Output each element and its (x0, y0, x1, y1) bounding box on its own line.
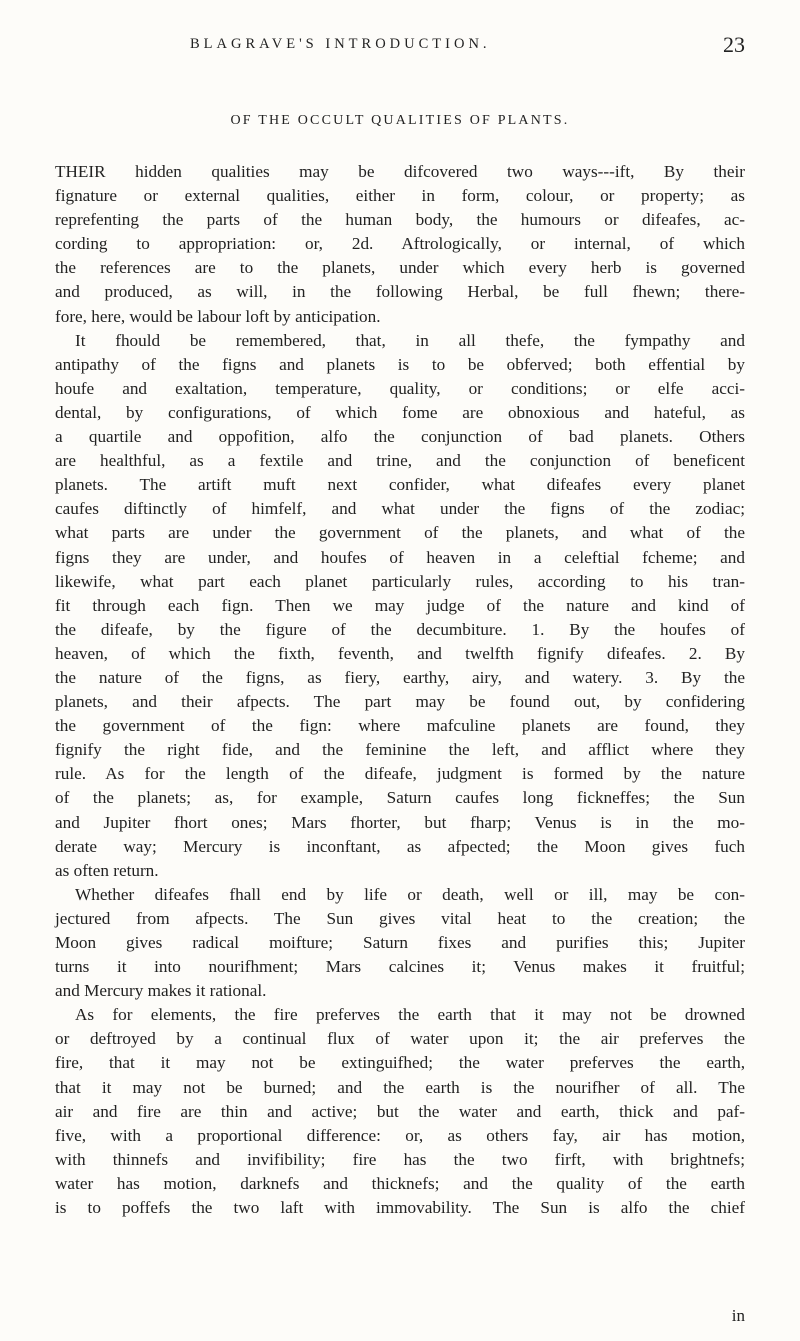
text-line: dental, by configurations, of which fome are obnoxious and hateful, as (55, 402, 745, 422)
text-line: planets. The artift muft next confider, what difeafes every planet (55, 475, 745, 495)
text-line: fore, here, would be labour loft by anticipation. (55, 306, 381, 326)
text-line: of the planets; as, for example, Saturn caufes long fickneffes; the Sun (55, 788, 745, 808)
text-line: five, with a proportional difference: or, as others fay, air has motion, (55, 1125, 745, 1145)
text-line: water has motion, darknefs and thicknefs; and the quality of the earth (55, 1173, 745, 1193)
text-line: Moon gives radical moifture; Saturn fixes and purifies this; Jupiter (55, 933, 745, 952)
text-line: the references are to the planets, under which every herb is governed (55, 258, 745, 278)
text-line: heaven, of which the fixth, feventh, and twelfth fignify difeafes. 2. By (55, 643, 745, 663)
text-line: and produced, as will, in the following Herbal, be full fhewn; there- (55, 282, 745, 302)
text-line: fignature or external qualities, either in form, colour, or property; as (55, 186, 745, 206)
text-line: air and fire are thin and active; but the water and earth, thick and paf- (55, 1101, 745, 1121)
text-line: turns it into nourifhment; Mars calcines it; Venus makes it fruitful; (55, 957, 745, 977)
text-line: what parts are under the government of the planets, and what of the (55, 523, 745, 543)
text-line: the difeafe, by the figure of the decumbiture. 1. By the houfes of (55, 619, 745, 639)
text-line: planets, and their afpects. The part may be found out, by confidering (55, 692, 745, 712)
text-line: and Jupiter fhort ones; Mars fhorter, but fharp; Venus is in the mo- (55, 812, 745, 832)
text-line: are healthful, as a fextile and trine, and the conjunction of beneficent (55, 451, 745, 471)
text-line: and Mercury makes it rational. (55, 981, 267, 1001)
text-line: caufes diftinctly of himfelf, and what under the figns of the zodiac; (55, 499, 745, 519)
text-line: THEIR hidden qualities may be difcovered two ways---ift, By their (55, 162, 745, 181)
text-line: or deftroyed by a continual flux of water upon it; the air preferves the (55, 1029, 745, 1049)
running-head (55, 32, 745, 58)
body-text (55, 160, 745, 1220)
text-line: the nature of the figns, as fiery, earthy, airy, and watery. 3. By the (55, 667, 745, 687)
text-line: as often return. (55, 860, 159, 880)
running-title: BLAGRAVE'S INTRODUCTION. (190, 36, 491, 52)
text-line: fit through each fign. Then we may judge of the nature and kind of (55, 595, 745, 615)
text-line: likewife, what part each planet particularly rules, according to his tran- (55, 571, 745, 591)
text-line: figns they are under, and houfes of heaven in a celeftial fcheme; and (55, 547, 745, 567)
section-title: OF THE OCCULT QUALITIES OF PLANTS. (230, 113, 570, 128)
text-line: that it may not be burned; and the earth is the nourifher of all. The (55, 1077, 745, 1097)
text-line: houfe and exaltation, temperature, quality, or conditions; or elfe acci- (55, 378, 745, 398)
text-line: the government of the fign: where mafculine planets are found, they (55, 716, 745, 736)
text-line: It fhould be remembered, that, in all thefe, the fympathy and (75, 330, 745, 350)
text-line: a quartile and oppofition, alfo the conjunction of bad planets. Others (55, 427, 745, 447)
text-line: reprefenting the parts of the human body, the humours or difeafes, ac- (55, 210, 745, 230)
catchword: in (731, 1306, 745, 1325)
text-line: Whether difeafes fhall end by life or death, well or ill, may be con- (75, 884, 745, 904)
text-line: fignify the right fide, and the feminine the left, and afflict where they (55, 740, 745, 760)
text-line: rule. As for the length of the difeafe, judgment is formed by the nature (55, 764, 745, 784)
text-line: fire, that it may not be extinguifhed; the water preferves the earth, (55, 1053, 745, 1073)
text-line: is to poffefs the two laft with immovability. The Sun is alfo the chief (55, 1198, 745, 1218)
text-line: jectured from afpects. The Sun gives vital heat to the creation; the (55, 908, 745, 928)
text-line: antipathy of the figns and planets is to be obferved; both effential by (55, 354, 745, 374)
page-number: 23 (723, 32, 745, 57)
text-line: As for elements, the fire preferves the earth that it may not be drowned (75, 1005, 745, 1025)
text-line: derate way; Mercury is inconftant, as afpected; the Moon gives fuch (55, 836, 745, 856)
text-line: cording to appropriation: or, 2d. Aftrologically, or internal, of which (55, 234, 745, 254)
text-line: with thinnefs and invifibility; fire has the two firft, with brightnefs; (55, 1149, 745, 1169)
